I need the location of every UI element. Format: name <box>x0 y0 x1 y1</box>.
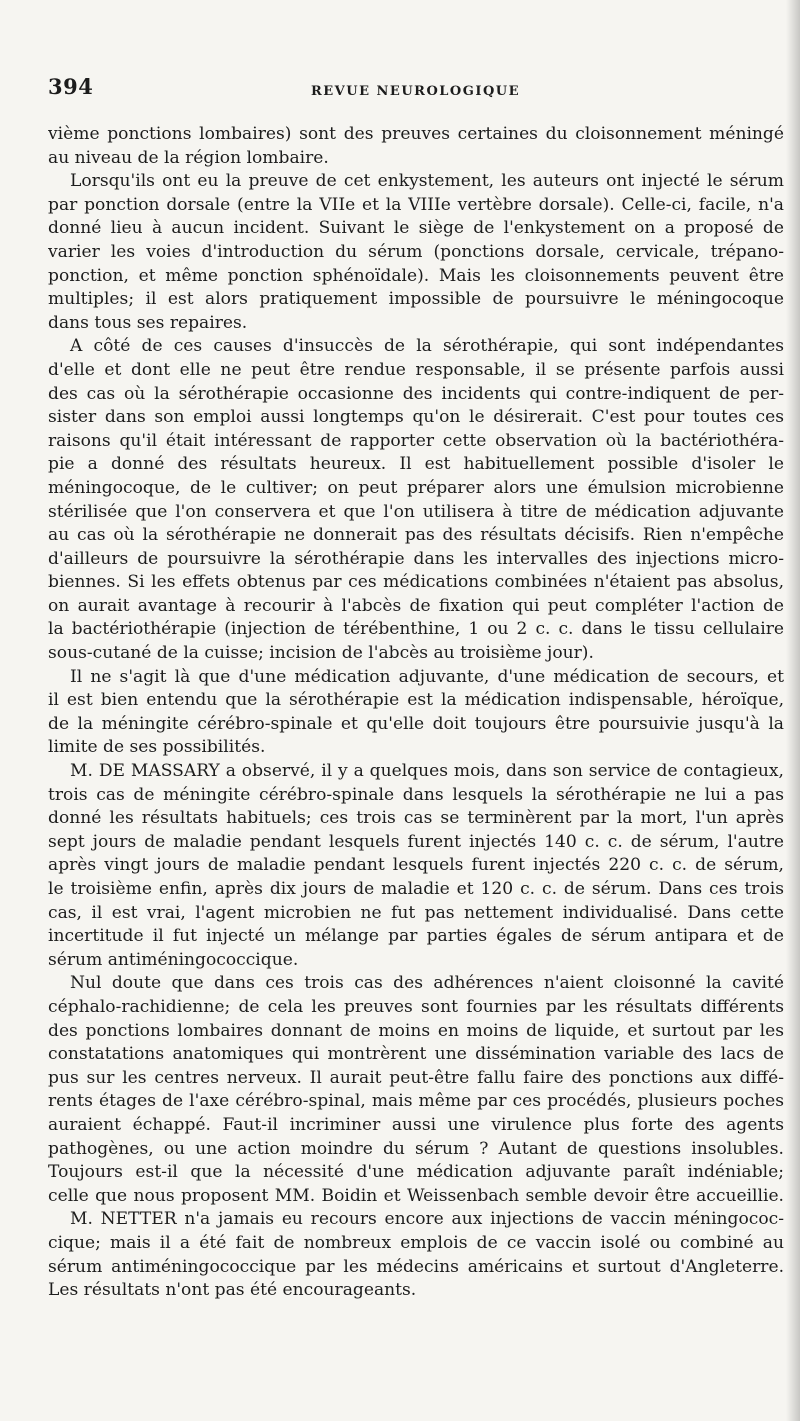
text-line: donné lieu à aucun incident. Suivant le siège de l'enkystement on a proposé de <box>48 218 784 239</box>
text-line: Il ne s'agit là que d'une médication adjuvante, d'une médication de secours, et <box>70 666 784 687</box>
text-line: il est bien entendu que la sérothérapie est la médication indispensable, héroïque, <box>48 690 784 711</box>
text-line: dans tous ses repaires. <box>48 312 248 333</box>
text-line: la bactériothérapie (injection de térébenthine, 1 ou 2 c. c. dans le tissu cellulaire <box>48 619 784 640</box>
text-line: varier les voies d'introduction du sérum (ponctions dorsale, cervicale, trépano- <box>48 241 784 262</box>
text-line: au niveau de la région lombaire. <box>48 147 329 168</box>
text-line: limite de ses possibilités. <box>48 737 266 758</box>
text-line: sous-cutané de la cuisse; incision de l'abcès au troisième jour). <box>48 643 594 664</box>
text-line: après vingt jours de maladie pendant lesquels furent injectés 220 c. c. de sérum, <box>48 855 784 876</box>
page-header <box>48 74 783 104</box>
text-line: celle que nous proposent MM. Boidin et Weissenbach semble devoir être accueillie. <box>48 1185 784 1206</box>
text-line: d'ailleurs de poursuivre la sérothérapie dans les intervalles des injections micro- <box>48 548 784 569</box>
text-line: pathogènes, ou une action moindre du sérum ? Autant de questions insolubles. <box>48 1138 784 1159</box>
text-line: céphalo-rachidienne; de cela les preuves sont fournies par les résultats différents <box>48 996 784 1017</box>
text-line: le troisième enfin, après dix jours de maladie et 120 c. c. de sérum. Dans ces trois <box>48 879 784 899</box>
text-line: auraient échappé. Faut-il incriminer aussi une virulence plus forte des agents <box>48 1114 784 1135</box>
text-line: des cas où la sérothérapie occasionne des incidents qui contre-indiquent de per- <box>48 383 784 404</box>
text-line: cique; mais il a été fait de nombreux emplois de ce vaccin isolé ou combiné au <box>48 1232 784 1253</box>
text-line: vième ponctions lombaires) sont des preuves certaines du cloisonnement méningé <box>48 124 784 144</box>
text-line: Les résultats n'ont pas été encourageants. <box>48 1280 417 1301</box>
page-edge-shadow <box>786 0 800 1421</box>
text-line: multiples; il est alors pratiquement impossible de poursuivre le méningocoque <box>48 289 784 310</box>
text-line: au cas où la sérothérapie ne donnerait pas des résultats décisifs. Rien n'empêche <box>48 525 784 546</box>
text-line: M. DE MASSARY a observé, il y a quelques mois, dans son service de contagieux, <box>70 761 784 782</box>
text-line: constatations anatomiques qui montrèrent une dissémination variable des lacs de <box>48 1044 784 1065</box>
text-line: trois cas de méningite cérébro-spinale dans lesquels la sérothérapie ne lui a pas <box>48 784 784 805</box>
body-text <box>48 123 784 1303</box>
text-line: sept jours de maladie pendant lesquels furent injectés 140 c. c. de sérum, l'autre <box>48 831 784 852</box>
text-line: de la méningite cérébro-spinale et qu'elle doit toujours être poursuivie jusqu'à la <box>48 713 784 734</box>
page-number: 394 <box>48 74 94 99</box>
text-line: sérum antiméningococcique par les médecins américains et surtout d'Angleterre. <box>48 1256 784 1277</box>
text-line: ponction, et même ponction sphénoïdale). Mais les cloisonnements peuvent être <box>48 265 784 286</box>
text-line: d'elle et dont elle ne peut être rendue responsable, il se présente parfois aussi <box>48 359 784 380</box>
text-line: des ponctions lombaires donnant de moins en moins de liquide, et surtout par les <box>48 1020 784 1041</box>
text-line: donné les résultats habituels; ces trois cas se terminèrent par la mort, l'un après <box>48 808 784 829</box>
text-line: cas, il est vrai, l'agent microbien ne fut pas nettement individualisé. Dans cette <box>48 902 784 923</box>
running-title: REVUE NEUROLOGIQUE <box>310 84 521 99</box>
text-line: Nul doute que dans ces trois cas des adhérences n'aient cloisonné la cavité <box>70 973 784 994</box>
text-line: biennes. Si les effets obtenus par ces médications combinées n'étaient pas absolus, <box>48 572 784 593</box>
text-line: méningocoque, de le cultiver; on peut préparer alors une émulsion microbienne <box>48 477 784 498</box>
text-line: M. NETTER n'a jamais eu recours encore aux injections de vaccin méningococ- <box>70 1209 784 1230</box>
text-line: raisons qu'il était intéressant de rapporter cette observation où la bactériothéra- <box>48 430 784 451</box>
text-line: A côté de ces causes d'insuccès de la sérothérapie, qui sont indépendantes <box>70 336 784 357</box>
text-line: Lorsqu'ils ont eu la preuve de cet enkystement, les auteurs ont injecté le sérum <box>70 171 784 192</box>
text-line: incertitude il fut injecté un mélange par parties égales de sérum antipara et de <box>48 926 784 947</box>
text-line: Toujours est-il que la nécessité d'une médication adjuvante paraît indéniable; <box>48 1162 784 1183</box>
text-line: stérilisée que l'on conservera et que l'on utilisera à titre de médication adjuvante <box>48 501 784 522</box>
text-line: on aurait avantage à recourir à l'abcès de fixation qui peut compléter l'action de <box>48 595 784 616</box>
text-line: pie a donné des résultats heureux. Il est habituellement possible d'isoler le <box>48 454 784 475</box>
text-line: sister dans son emploi aussi longtemps qu'on le désirerait. C'est pour toutes ces <box>48 407 784 428</box>
text-line: pus sur les centres nerveux. Il aurait peut-être fallu faire des ponctions aux diffé- <box>48 1067 784 1088</box>
text-line: sérum antiméningococcique. <box>48 949 299 970</box>
text-line: par ponction dorsale (entre la VIIe et la VIIIe vertèbre dorsale). Celle-ci, facile, n'a <box>48 194 784 215</box>
text-line: rents étages de l'axe cérébro-spinal, mais même par ces procédés, plusieurs poches <box>48 1091 784 1112</box>
